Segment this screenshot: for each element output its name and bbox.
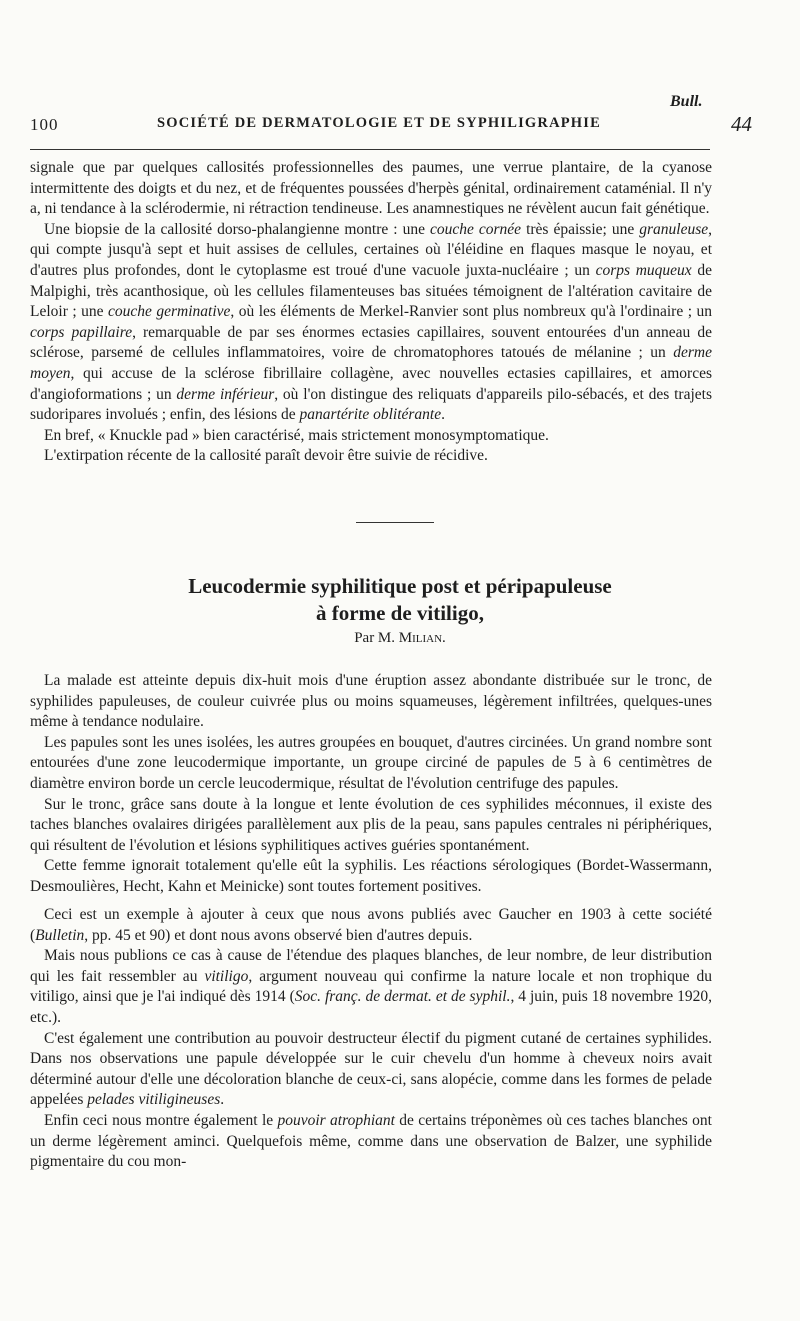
text-run: C'est également une contribution au pouvoir destructeur électif du pigment cutané de certaines syphilides. Dans nos observations une papule développée sur le cuir chevelu d'un homme à cheveux noirs avait déterminé autour d'elle une décoloration blanche de ceux-ci, sans alopécie, comme dans les formes de pelade appelées [30, 1029, 712, 1109]
byline-prefix: Par M. [354, 630, 399, 646]
text-run: , qui compte jusqu'à sept et huit assises de cellules, certaines où l'éléidine en flaques masque le noyau, et d'autres plus profondes, dont le cytoplasme est troué d'une vacuole juxta-nucléaire ; un [30, 220, 712, 279]
italic-term: pouvoir atrophiant [277, 1111, 395, 1129]
paragraph: En bref, « Knuckle pad » bien caractérisé, mais strictement monosymptomatique. [44, 426, 549, 444]
paragraph: Cette femme ignorait totalement qu'elle eût la syphilis. Les réactions sérologiques (Bordet-Wassermann, Desmoulières, Hecht, Kahn et Meinicke) sont toutes fortement positives. [30, 857, 712, 895]
paragraph: Les papules sont les unes isolées, les autres groupées en bouquet, d'autres circinées. Un grand nombre sont entourées d'une zone leucodermique importante, un groupe circiné de papules de 5 à 6 centimètres de diamètre environ borde un cercle leucodermique, résultat de l'évolution centrifuge des papules. [30, 733, 712, 792]
paragraph [30, 946, 712, 1028]
header-rule [30, 149, 710, 150]
article-title [30, 573, 770, 627]
text-run: , où les éléments de Merkel-Ranvier sont plus nombreux qu'à l'ordinaire ; un [230, 303, 712, 321]
text-run: Enfin ceci nous montre également le [44, 1111, 278, 1129]
case-description [30, 671, 712, 898]
journal-title: SOCIÉTÉ DE DERMATOLOGIE ET DE SYPHILIGRAPHIE [157, 115, 601, 131]
paragraph [30, 1111, 712, 1173]
article-title-line-1: Leucodermie syphilitique post et péripapuleuse [188, 574, 612, 598]
italic-term: vitiligo [204, 967, 249, 985]
text-run: , où l'on distingue des reliquats d'appareils pilo-sébacés, et des trajets sudoripares involués ; enfin, des lésions de [30, 385, 712, 424]
italic-term: panartérite oblitérante [299, 406, 442, 424]
volume-number: 44 [731, 112, 752, 136]
paragraph: L'extirpation récente de la callosité paraît devoir être suivie de récidive. [44, 447, 488, 465]
paragraph [30, 220, 712, 426]
italic-term: couche cornée [429, 220, 522, 238]
italic-term: Soc. franç. de dermat. et de syphil. [294, 988, 511, 1006]
bull-mark: Bull. [670, 93, 703, 110]
text-run: , argument nouveau qui confirme la nature locale et non trophique du vitiligo, ainsi que je l'ai indiqué dès 1914 ( [30, 967, 712, 1006]
italic-term: derme inférieur [176, 385, 275, 403]
text-run: de certains tréponèmes où ces taches blanches ont un derme légèrement aminci. Quelquefois même, comme dans une observation de Balzer, une syphilide pigmentaire du cou mon- [30, 1111, 712, 1171]
section-separator [356, 522, 434, 523]
author-name: Milian. [398, 630, 446, 646]
text-run: de Malpighi, très acanthosique, où les cellules filamenteuses bas situées témoignent de l'altération cavitaire de Leloir ; une [30, 261, 712, 321]
previous-article-conclusion [30, 158, 712, 467]
paragraph [30, 1029, 712, 1111]
text-run: Mais nous publions ce cas à cause de l'étendue des plaques blanches, de leur nombre, de leur distribution qui les fait ressembler au [30, 947, 712, 985]
italic-term: pelades vitiligineuses [87, 1091, 221, 1109]
text-run: Ceci est un exemple à ajouter à ceux que nous avons publiés avec Gaucher en 1903 à cette société ( [30, 906, 712, 944]
running-header [30, 112, 770, 138]
text-run: , remarquable de par ses énormes ectasies capillaires, souvent entourées d'un anneau de sclérose, parsemé de cellules inflammatoires, voire de chromatophores tatoués de mélanine ; un [30, 323, 712, 362]
italic-term: corps papillaire [30, 323, 133, 341]
italic-term: Bulletin [35, 926, 85, 944]
italic-term: corps muqueux [595, 261, 692, 279]
case-discussion [30, 905, 712, 1173]
paragraph: La malade est atteinte depuis dix-huit mois d'une éruption assez abondante distribuée sur le tronc, de syphilides papuleuses, de couleur cuivrée plus ou moins squameuses, légèrement infiltrées, quelques-unes même à tendance nodulaire. [30, 672, 712, 731]
text-run: , 4 juin, puis 18 novembre 1920, etc.). [30, 988, 713, 1026]
text-run: Une biopsie de la callosité dorso-phalangienne montre : une [44, 220, 430, 238]
text-run: . [220, 1091, 225, 1109]
text-run: , pp. 45 et 90) et dont nous avons observé bien d'autres depuis. [84, 926, 473, 944]
text-run: , qui accuse de la sclérose fibrillaire collagène, avec nouvelles ectasies capillaires, et amorces d'angioformations ; un [30, 364, 712, 403]
page-number: 100 [30, 115, 59, 134]
paragraph [30, 905, 712, 946]
text-run: très épaissie; une [521, 220, 640, 238]
italic-term: derme moyen [30, 344, 712, 382]
paragraph: signale que par quelques callosités professionnelles des paumes, une verrue plantaire, de la cyanose intermittente des doigts et du nez, et de fréquentes poussées d'herpès génital, ordinairement cataménial. Il n'y a, ni tendance à la sclérodermie, ni rétraction tendineuse. Les anamnestiques ne révèlent aucun fait génétique. [30, 159, 712, 218]
italic-term: granuleuse [639, 220, 709, 238]
text-run: . [441, 406, 445, 424]
article-byline [30, 630, 770, 647]
article-title-line-2: à forme de vitiligo, [316, 601, 484, 625]
paragraph: Sur le tronc, grâce sans doute à la longue et lente évolution de ces syphilides méconnues, il existe des taches blanches ovalaires dirigées parallèlement aux plis de la peau, sans papules centrales ni périphériques, qui résultent de l'évolution et lésions syphilitiques actives guéries spontanément. [30, 795, 712, 854]
italic-term: couche germinative [108, 303, 231, 321]
